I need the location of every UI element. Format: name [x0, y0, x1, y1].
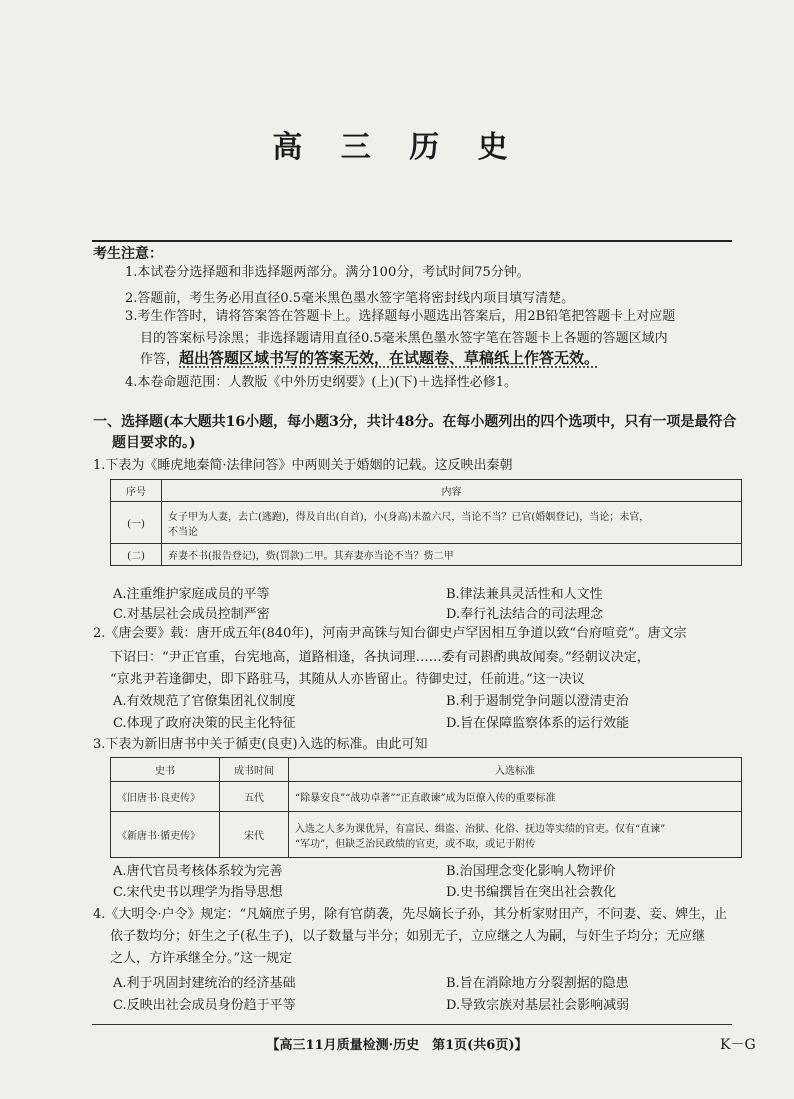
table-row [111, 812, 742, 858]
option-b[interactable]: B.利于遏制党争问题以澄清吏治 [446, 694, 629, 709]
question-4-line3: 之人，方许承继全分。”这一规定 [110, 951, 293, 966]
notice-item-3-end [140, 349, 599, 369]
notice-heading: 考生注意： [93, 246, 163, 262]
table-cell: 《新唐书·循吏传》 [111, 812, 220, 858]
option-a[interactable]: A.注重维护家庭成员的平等 [113, 587, 270, 602]
question-2-line3: “京兆尹若逢御史，即下路驻马，其随从人亦皆留止。待御史过，任前进。”这一决议 [110, 672, 585, 687]
table-header: 内容 [162, 480, 742, 502]
table-header-row [111, 480, 742, 502]
option-d[interactable]: D.史书编撰旨在突出社会教化 [446, 885, 617, 900]
option-b[interactable]: B.旨在消除地方分裂割据的隐患 [446, 976, 629, 991]
option-c[interactable]: C.反映出社会成员身份趋于平等 [113, 998, 296, 1013]
question-4-line1: 4.《大明令·户令》规定：“凡嫡庶子男，除有官荫袭，先尽嫡长子孙，其分析家财田产，不问妻、妾、婢生，止 [93, 907, 728, 922]
notice-item-3: 3.考生作答时，请将答案答在答题卡上。选择题每小题选出答案后，用2B铅笔把答题卡上对应题 [125, 309, 676, 324]
header-rule [92, 240, 732, 242]
option-a[interactable]: A.有效规范了官僚集团礼仪制度 [113, 694, 296, 709]
table-header: 序号 [111, 480, 162, 502]
page-footer: 【高三11月质量检测·历史 第1页(共6页)】 [266, 1038, 528, 1053]
notice-item-4: 4.本卷命题范围：人教版《中外历史纲要》(上)(下)＋选择性必修1。 [125, 375, 517, 390]
table-header-row [111, 758, 742, 782]
notice-item-2: 2.答题前，考生务必用直径0.5毫米黑色墨水签字笔将密封线内项目填写清楚。 [125, 291, 575, 306]
notice-emphasis: 超出答题区域书写的答案无效，在试题卷、草稿纸上作答无效。 [179, 349, 600, 367]
table-header: 史书 [111, 758, 220, 782]
question-2-line2: 下诏曰：“尹正官重，台宪地高，道路相逢，各执词理……委有司斟酌典故闻奏。”经朝议决定， [110, 650, 650, 665]
table-header: 入选标准 [289, 758, 742, 782]
table-cell: 弃妻不书(报告登记)，赀(罚款)二甲。其弃妻亦当论不当？赀二甲 [162, 544, 742, 566]
option-c[interactable]: C.对基层社会成员控制严密 [113, 607, 270, 622]
table-cell-line: 入选之人多为课优异，有富民、缉盗、治狱、化俗、抚边等实绩的官吏。仅有“直谏” [295, 823, 666, 835]
table-cell-line: 不当论 [168, 526, 198, 538]
option-a[interactable]: A.唐代官员考核体系较为完善 [113, 864, 283, 879]
option-c[interactable]: C.宋代史书以理学为指导思想 [113, 885, 283, 900]
question-2-line1: 2.《唐会要》载：唐开成五年(840年)，河南尹高铢与知台御史卢罕因相互争道以致“台府喧竞”。唐文宗 [93, 626, 687, 641]
option-d[interactable]: D.奉行礼法结合的司法理念 [446, 607, 604, 622]
table-header: 成书时间 [220, 758, 289, 782]
question-3-stem: 3.下表为新旧唐书中关于循吏(良吏)入选的标准。由此可知 [93, 737, 428, 752]
option-c[interactable]: C.体现了政府决策的民主化特征 [113, 716, 296, 731]
table-cell-line: “军功”，但缺乏治民政绩的官吏，或不取，或记于附传 [295, 838, 536, 850]
question-4-line2: 依子数均分；奸生之子(私生子)，以子数量与半分；如别无子，立应继之人为嗣，与奸生子均分；无应继 [110, 929, 706, 944]
table-cell [162, 502, 742, 544]
option-b[interactable]: B.治国理念变化影响人物评价 [446, 864, 616, 879]
table-cell: (一) [111, 502, 162, 544]
notice-item-1: 1.本试卷分选择题和非选择题两部分。满分100分，考试时间75分钟。 [125, 265, 530, 280]
question-1-stem: 1.下表为《睡虎地秦简·法律问答》中两则关于婚姻的记载。这反映出秦朝 [93, 458, 513, 473]
table-cell: 宋代 [220, 812, 289, 858]
paper-code: K－G [720, 1037, 756, 1053]
table-cell: (二) [111, 544, 162, 566]
table-cell: “除暴安良”“战功卓著”“正直敢谏”成为臣僚入传的重要标准 [289, 782, 742, 812]
table-row [111, 544, 742, 566]
table-cell-line: 女子甲为人妻，去亡(逃跑)，得及自出(自首)，小(身高)未盈六尺，当论不当？已官(婚姻登记)，当论；未官， [168, 511, 650, 523]
question-1-table [110, 479, 742, 566]
table-cell: 五代 [220, 782, 289, 812]
option-d[interactable]: D.导致宗族对基层社会影响减弱 [446, 998, 630, 1013]
table-cell [289, 812, 742, 858]
section-heading-line2: 题目要求的。) [112, 435, 196, 451]
table-row [111, 782, 742, 812]
page-title: 高 三 历 史 [272, 130, 522, 165]
footer-rule [92, 1024, 732, 1025]
section-heading-line1: 一、选择题(本大题共16小题，每小题3分，共计48分。在每小题列出的四个选项中，只有一项是最符合 [93, 414, 737, 430]
notice-item-3-prefix: 作答， [140, 352, 180, 367]
notice-item-3-cont: 目的答案标号涂黑；非选择题请用直径0.5毫米黑色墨水签字笔在答题卡上各题的答题区域内 [140, 331, 668, 346]
table-cell: 《旧唐书·良吏传》 [111, 782, 220, 812]
table-row [111, 502, 742, 544]
option-a[interactable]: A.利于巩固封建统治的经济基础 [113, 976, 296, 991]
question-3-table [110, 757, 742, 858]
option-b[interactable]: B.律法兼具灵活性和人文性 [446, 587, 603, 602]
option-d[interactable]: D.旨在保障监察体系的运行效能 [446, 716, 630, 731]
